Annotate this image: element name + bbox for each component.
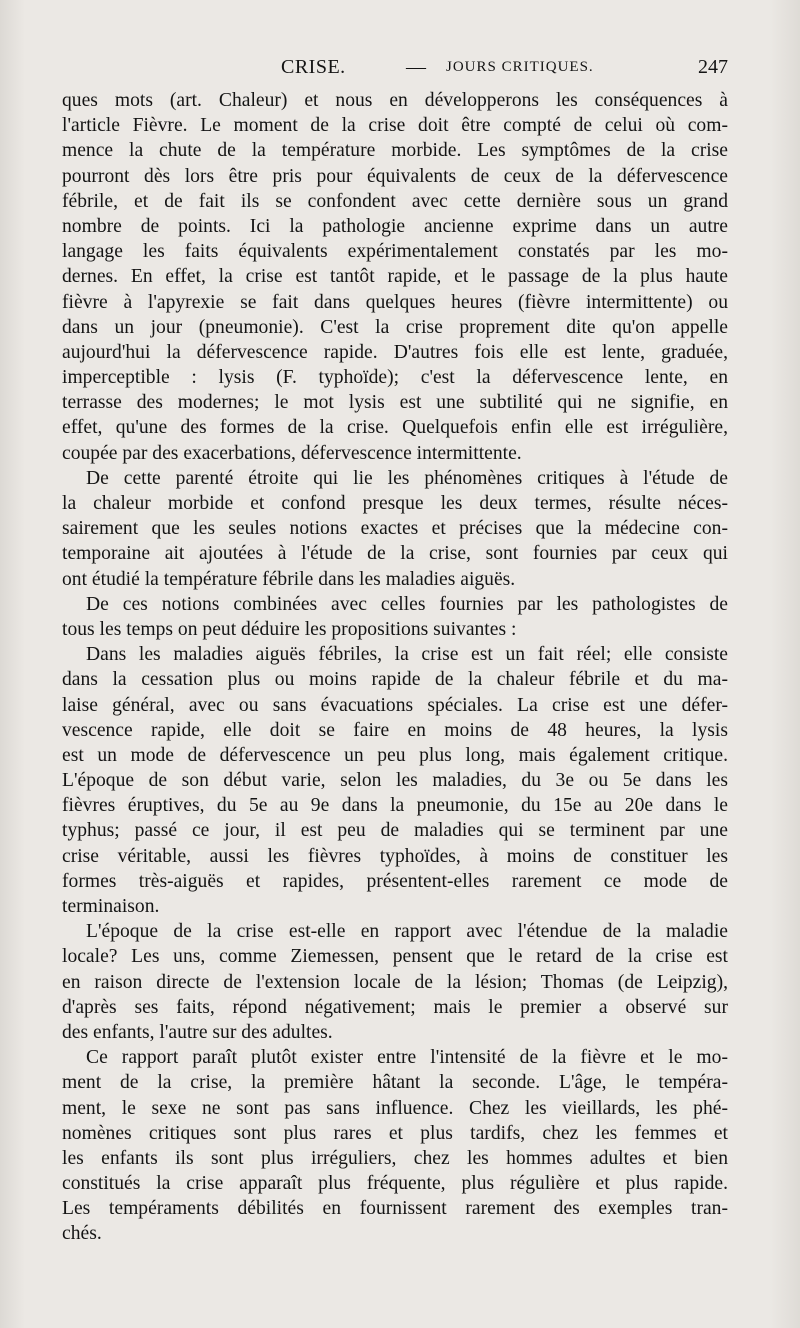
text-line: mence la chute de la température morbide. Les symptômes de la crise — [62, 140, 728, 162]
text-line: dans un jour (pneumonie). C'est la crise proprement dite qu'on appelle — [62, 316, 728, 338]
text-line: la chaleur morbide et confond presque les deux termes, résulte néces- — [62, 493, 728, 514]
running-header — [62, 56, 728, 86]
text-line: terminaison. — [62, 896, 160, 917]
text-line: langage les faits équivalents expérimentalement constatés par les mo- — [62, 241, 728, 263]
text-line: fièvre à l'apyrexie se fait dans quelques heures (fièvre intermittente) ou — [62, 291, 728, 313]
text-line: Dans les maladies aiguës fébriles, la crise est un fait réel; elle consiste — [86, 644, 728, 666]
text-line: est un mode de défervescence un peu plus long, mais également critique. — [62, 744, 728, 766]
text-line: d'après ses faits, répond négativement; mais le premier a observé sur — [62, 996, 728, 1018]
text-line: constitués la crise apparaît plus fréquente, plus régulière et plus rapide. — [62, 1173, 728, 1195]
text-line: Ce rapport paraît plutôt exister entre l'intensité de la fièvre et le mo- — [86, 1047, 728, 1069]
text-line: les enfants ils sont plus irréguliers, chez les hommes adultes et bien — [62, 1147, 728, 1169]
text-line: temporaine ait ajoutées à l'étude de la crise, sont fournies par ceux qui — [62, 543, 728, 565]
text-line: chés. — [62, 1223, 102, 1245]
text-line: fébrile, et de fait ils se confondent avec cette dernière sous un grand — [62, 190, 728, 212]
text-line: aujourd'hui la défervescence rapide. D'autres fois elle est lente, graduée, — [62, 341, 728, 363]
text-line: L'époque de son début varie, selon les maladies, du 3e ou 5e dans les — [62, 770, 728, 792]
text-line: crise véritable, aussi les fièvres typhoïdes, à moins de constituer les — [62, 845, 728, 867]
text-line: De ces notions combinées avec celles fournies par les pathologistes de — [86, 593, 728, 615]
header-subtitle: JOURS CRITIQUES. — [446, 59, 594, 75]
text-line: dans la cessation plus ou moins rapide de la chaleur fébrile et du ma- — [62, 669, 728, 691]
text-line: ques mots (art. Chaleur) et nous en développerons les conséquences à — [62, 90, 728, 111]
text-line: ont étudié la température fébrile dans les maladies aiguës. — [62, 568, 516, 590]
text-line: De cette parenté étroite qui lie les phénomènes critiques à l'étude de — [86, 467, 728, 489]
text-line: tous les temps on peut déduire les propositions suivantes : — [62, 618, 517, 640]
text-line: ment, le sexe ne sont pas sans influence. Chez les vieillards, les phé- — [62, 1097, 728, 1119]
text-line: dernes. En effet, la crise est tantôt rapide, et le passage de la plus haute — [62, 266, 728, 288]
text-line: typhus; passé ce jour, il est peu de maladies qui se terminent par une — [62, 820, 728, 842]
text-line: vescence rapide, elle doit se faire en moins de 48 heures, la lysis — [62, 719, 728, 741]
text-line: effet, qu'une des formes de la crise. Quelquefois enfin elle est irrégulière, — [62, 417, 728, 439]
text-line: pourront dès lors être pris pour équivalents de ceux de la défervescence — [62, 165, 728, 187]
text-line: imperceptible : lysis (F. typhoïde); c'est la défervescence lente, en — [62, 367, 728, 389]
text-line: laise général, avec ou sans évacuations spéciales. La crise est une défer- — [62, 694, 728, 716]
text-line: fièvres éruptives, du 5e au 9e dans la pneumonie, du 15e au 20e dans le — [62, 795, 728, 817]
text-line: terrasse des modernes; le mot lysis est une subtilité qui ne signifie, en — [62, 392, 728, 414]
text-line: nomènes critiques sont plus rares et plus tardifs, chez les femmes et — [62, 1122, 728, 1144]
text-line: sairement que les seules notions exactes et précises que la médecine con- — [62, 518, 728, 540]
text-line: nombre de points. Ici la pathologie ancienne exprime dans un autre — [62, 215, 728, 237]
body-text — [62, 88, 728, 1247]
text-line: ment de la crise, la première hâtant la seconde. L'âge, le tempéra- — [62, 1072, 728, 1094]
text-line: locale? Les uns, comme Ziemessen, pensent que le retard de la crise est — [62, 946, 728, 968]
text-line: coupée par des exacerbations, défervescence intermittente. — [62, 442, 522, 464]
header-separator: — — [406, 56, 426, 78]
header-title: CRISE. — [281, 56, 346, 78]
text-line: des enfants, l'autre sur des adultes. — [62, 1021, 333, 1043]
text-line: L'époque de la crise est-elle en rapport avec l'étendue de la maladie — [86, 921, 728, 943]
text-line: formes très-aiguës et rapides, présentent-elles rarement ce mode de — [62, 870, 728, 892]
page-number: 247 — [698, 56, 728, 78]
text-line: Les tempéraments débilités en fournissent rarement des exemples tran- — [62, 1198, 728, 1220]
text-line: en raison directe de l'extension locale de la lésion; Thomas (de Leipzig), — [62, 971, 728, 993]
text-line: l'article Fièvre. Le moment de la crise doit être compté de celui où com- — [62, 115, 728, 137]
